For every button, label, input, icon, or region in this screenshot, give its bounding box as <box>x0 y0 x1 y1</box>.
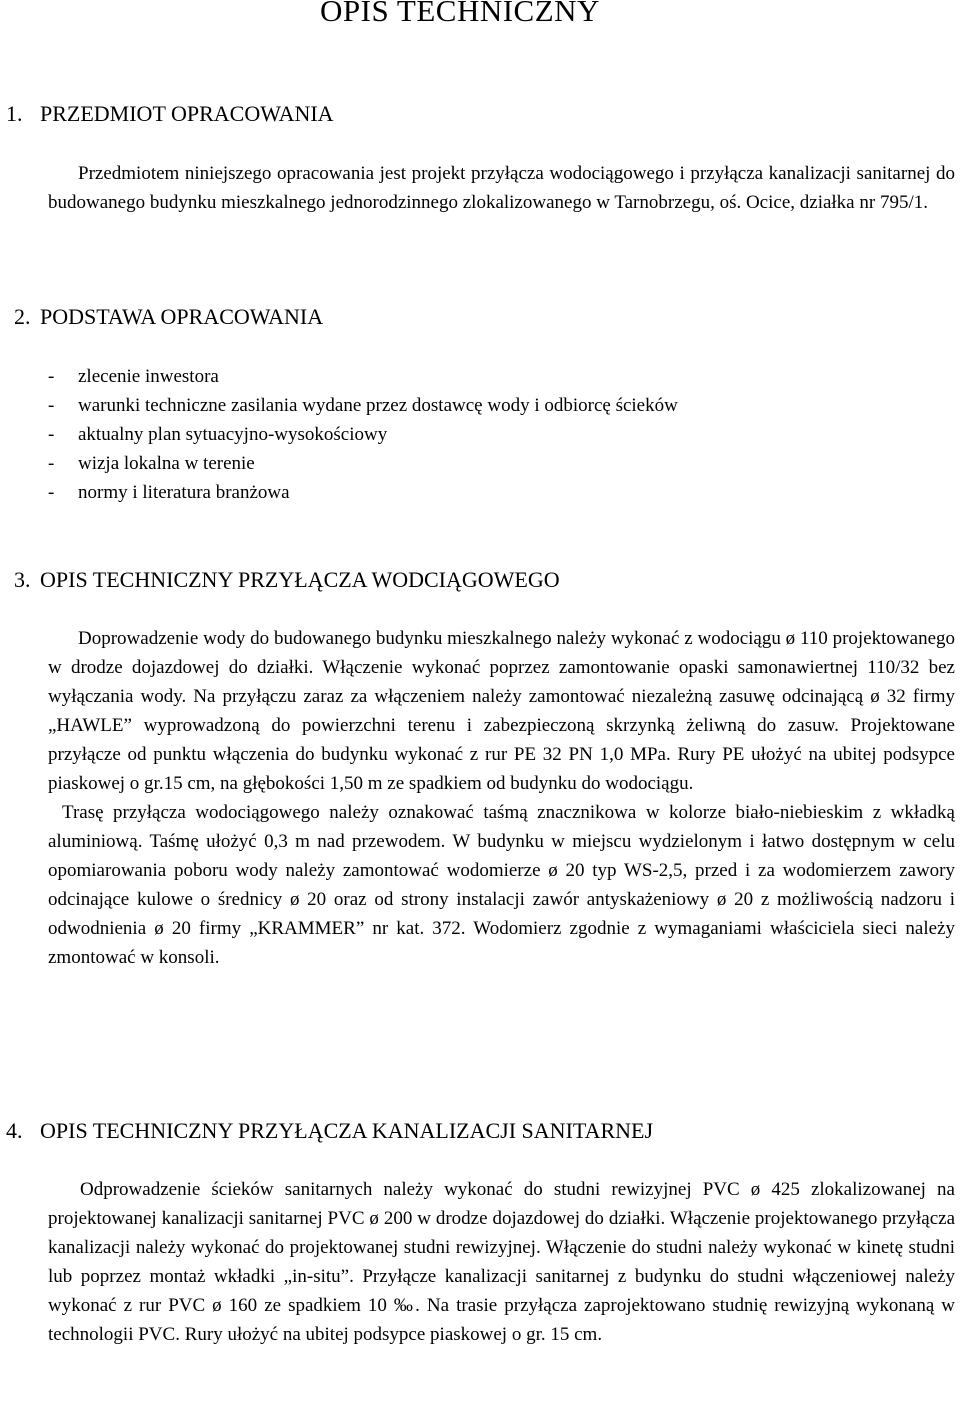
section-4-paragraph: Odprowadzenie ścieków sanitarnych należy wykonać do studni rewizyjnej PVC ø 425 zlokalizowanej na projektowanej kanalizacji sanitarnej PVC ø 200 w drodze dojazdowej do działki. Włączenie projektowanego przyłącza kanalizacji należy wykonać do projektowanej studni rewizyjnej. Włączenie do studni należy wykonać w kinetę studni lub poprzez montaż wkładki „in-situ”. Przyłącze kanalizacji sanitarnej z budynku do studni włączeniowej należy wykonać z rur PVC ø 160 ze spadkiem 10 ‰. Na trasie przyłącza zaprojektowano studnię rewizyjną wykonaną w technologii PVC. Rury ułożyć na ubitej podsypce piaskowej o gr. 15 cm. <box>48 1179 955 1345</box>
list-item: - normy i literatura branżowa <box>48 478 678 507</box>
section-3-paragraph-2: Trasę przyłącza wodociągowego należy oznakować taśmą znacznikowa w kolorze biało-niebieskim z wkładką aluminiową. Taśmę ułożyć 0,3 m nad przewodem. W budynku w miejscu wydzielonym i łatwo dostępnym w celu opomiarowania poboru wody należy zamontować wodomierze ø 20 typ WS-2,5, przed i za wodomierzem zawory odcinające kulowe o średnicy ø 20 oraz od strony instalacji zawór antyskażeniowy ø 20 z możliwością nadzoru i odwodnienia ø 20 firmy „KRAMMER” nr kat. 372. Wodomierz zgodnie z wymaganiami właściciela sieci należy zmontować w konsoli. <box>48 802 955 968</box>
section-1-body <box>48 159 955 217</box>
list-dash: - <box>48 395 55 416</box>
list-dash: - <box>48 453 55 474</box>
list-item: - wizja lokalna w terenie <box>48 449 678 478</box>
section-1-heading <box>6 100 334 128</box>
list-item: - aktualny plan sytuacyjno-wysokościowy <box>48 420 678 449</box>
document-title: OPIS TECHNICZNY <box>320 0 600 28</box>
list-item: - warunki techniczne zasilania wydane przez dostawcę wody i odbiorcę ścieków <box>48 391 678 420</box>
list-dash: - <box>48 482 55 503</box>
section-2-number: 2. <box>14 304 31 329</box>
section-2-title: PODSTAWA OPRACOWANIA <box>40 304 324 329</box>
section-1-number: 1. <box>6 101 23 126</box>
section-4-body <box>48 1175 955 1349</box>
section-3-body <box>48 624 955 972</box>
section-4-number: 4. <box>6 1118 23 1143</box>
section-4-title: OPIS TECHNICZNY PRZYŁĄCZA KANALIZACJI SANITARNEJ <box>40 1118 654 1143</box>
section-3-paragraph-1: Doprowadzenie wody do budowanego budynku mieszkalnego należy wykonać z wodociągu ø 110 projektowanego w drodze dojazdowej do działki. Włączenie wykonać poprzez zamontowanie opaski samonawiertnej 110/32 bez wyłączania wody. Na przyłączu zaraz za włączeniem należy zamontować niezależną zasuwę odcinającą ø 32 firmy „HAWLE” wyprowadzoną do powierzchni terenu i zabezpieczoną skrzynką żeliwną do zasuw. Projektowane przyłącze od punktu włączenia do budynku wykonać z rur PE 32 PN 1,0 MPa. Rury PE ułożyć na ubitej podsypce piaskowej o gr.15 cm, na głębokości 1,50 m ze spadkiem od budynku do wodociągu. <box>48 628 955 794</box>
section-3-heading <box>14 566 560 594</box>
basis-list <box>48 362 678 507</box>
list-item: - zlecenie inwestora <box>48 362 678 391</box>
list-dash: - <box>48 424 55 445</box>
section-2-heading <box>14 303 323 331</box>
section-3-title: OPIS TECHNICZNY PRZYŁĄCZA WODCIĄGOWEGO <box>40 567 560 592</box>
section-1-paragraph: Przedmiotem niniejszego opracowania jest projekt przyłącza wodociągowego i przyłącza kanalizacji sanitarnej do budowanego budynku mieszkalnego jednorodzinnego zlokalizowanego w Tarnobrzegu, oś. Ocice, działka nr 795/1. <box>48 163 955 213</box>
list-dash: - <box>48 366 55 387</box>
section-1-title: PRZEDMIOT OPRACOWANIA <box>40 101 334 126</box>
section-3-number: 3. <box>14 567 31 592</box>
section-4-heading <box>6 1117 653 1145</box>
